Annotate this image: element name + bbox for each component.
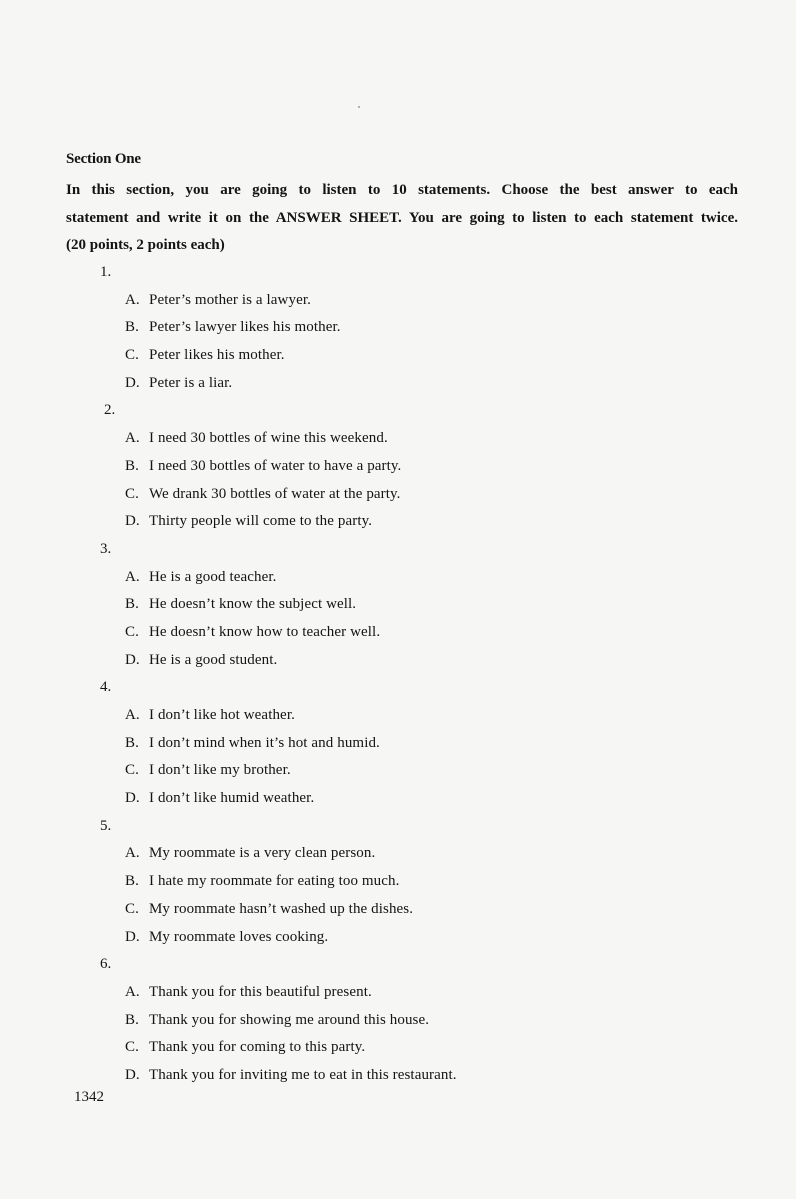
option-text: I don’t like humid weather. [149,790,315,807]
option-d [0,370,796,398]
option-text: I hate my roommate for eating too much. [149,873,400,890]
question-2 [0,397,796,535]
option-letter: D. [125,1066,140,1083]
question-4 [0,674,796,812]
option-letter: A. [125,291,140,308]
option-letter: A. [125,845,140,862]
option-letter: C. [125,623,139,640]
option-text: We drank 30 bottles of water at the party. [149,485,401,502]
page-number: 1342 [74,1089,104,1105]
option-text: My roommate loves cooking. [149,928,329,945]
option-b [0,1007,796,1035]
option-text: I need 30 bottles of water to have a party. [149,457,402,474]
option-text: Peter’s lawyer likes his mother. [149,319,341,336]
question-list [0,259,796,1090]
option-text: My roommate is a very clean person. [149,845,376,862]
question-1 [0,259,796,397]
option-c [0,757,796,785]
option-letter: B. [125,873,139,890]
option-a [0,287,796,315]
option-text: Thank you for coming to this party. [149,1039,366,1056]
option-d [0,647,796,675]
scan-speck [358,106,360,108]
question-number: 2. [104,402,116,419]
option-a [0,979,796,1007]
option-a [0,425,796,453]
option-letter: C. [125,485,139,502]
option-text: I don’t mind when it’s hot and humid. [149,734,380,751]
option-text: Thank you for showing me around this house. [149,1011,430,1028]
question-5 [0,813,796,951]
question-number: 3. [100,540,112,557]
instructions-line-3: (20 points, 2 points each) [66,237,225,253]
option-letter: B. [125,457,139,474]
option-b [0,730,796,758]
option-b [0,591,796,619]
option-text: He doesn’t know the subject well. [149,596,357,613]
option-letter: B. [125,596,139,613]
option-text: He doesn’t know how to teacher well. [149,623,381,640]
section-instructions [66,177,738,260]
question-number: 5. [100,817,112,834]
option-d [0,785,796,813]
option-letter: A. [125,430,140,447]
option-d [0,508,796,536]
option-c [0,481,796,509]
option-text: Thank you for this beautiful present. [149,983,372,1000]
instructions-line-2: statement and write it on the ANSWER SHEET. You are going to listen to each statement twice. [66,209,738,226]
option-letter: B. [125,734,139,751]
option-b [0,453,796,481]
option-letter: A. [125,568,140,585]
option-letter: C. [125,1039,139,1056]
question-6 [0,951,796,1089]
option-text: Peter’s mother is a lawyer. [149,291,311,308]
option-letter: D. [125,374,140,391]
option-letter: D. [125,513,140,530]
option-text: Thirty people will come to the party. [149,513,373,530]
option-letter: B. [125,319,139,336]
option-a [0,840,796,868]
option-letter: D. [125,790,140,807]
option-c [0,619,796,647]
option-letter: D. [125,651,140,668]
option-b [0,314,796,342]
option-text: My roommate hasn’t washed up the dishes. [149,900,414,917]
option-c [0,896,796,924]
option-text: Peter is a liar. [149,374,233,391]
option-text: Peter likes his mother. [149,347,285,364]
option-d [0,1062,796,1090]
option-letter: C. [125,347,139,364]
option-letter: D. [125,928,140,945]
option-text: Thank you for inviting me to eat in this restaurant. [149,1066,457,1083]
option-d [0,924,796,952]
question-number: 1. [100,264,112,280]
question-number: 4. [100,679,112,696]
option-letter: A. [125,707,140,723]
option-text: I don’t like hot weather. [149,707,295,723]
question-3 [0,536,796,674]
section-title: Section One [66,151,141,167]
option-b [0,868,796,896]
question-number: 6. [100,956,112,973]
option-letter: C. [125,900,139,917]
option-text: I need 30 bottles of wine this weekend. [149,430,388,447]
option-c [0,342,796,370]
option-a [0,702,796,730]
option-letter: B. [125,1011,139,1028]
option-text: He is a good student. [149,651,278,668]
option-text: He is a good teacher. [149,568,277,585]
instructions-line-1: In this section, you are going to listen to 10 statements. Choose the best answer to each [66,182,738,198]
option-letter: A. [125,983,140,1000]
option-a [0,564,796,592]
option-c [0,1034,796,1062]
option-letter: C. [125,762,139,779]
option-text: I don’t like my brother. [149,762,291,779]
